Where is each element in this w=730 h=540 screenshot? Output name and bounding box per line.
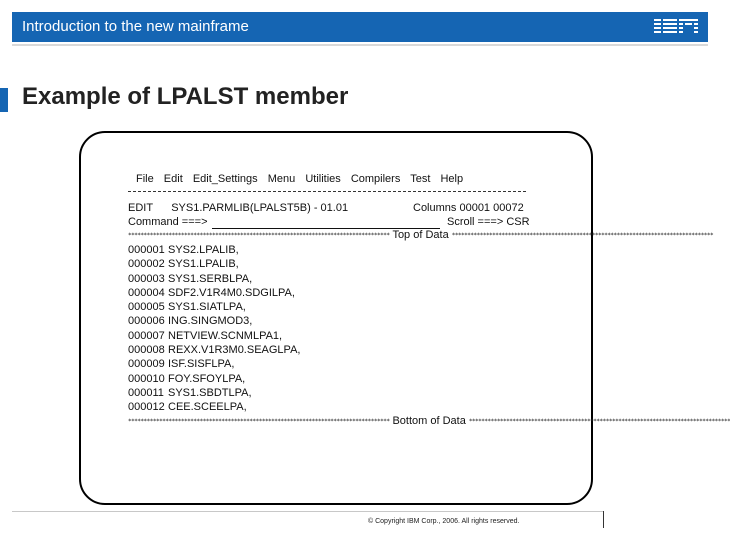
footer-tick	[603, 511, 604, 528]
line-number: 000002	[128, 258, 165, 271]
presentation-title: Introduction to the new mainframe	[22, 18, 249, 35]
header-shadow	[12, 44, 708, 46]
line-number: 000008	[128, 344, 165, 357]
line-text: FOY.SFOYLPA,	[168, 372, 246, 385]
list-item[interactable]	[128, 314, 300, 328]
line-number: 000010	[128, 372, 165, 385]
list-item[interactable]	[128, 400, 300, 414]
line-text: SYS1.SERBLPA,	[168, 272, 253, 285]
menu-item-compilers[interactable]: Compilers	[350, 173, 401, 185]
line-text: ING.SINGMOD3,	[168, 315, 253, 328]
list-item[interactable]	[128, 386, 300, 400]
editor-menu-bar	[136, 173, 463, 185]
bottom-of-data-marker	[128, 415, 730, 427]
line-number: 000003	[128, 272, 165, 285]
slide-title: Example of LPALST member	[22, 83, 349, 110]
line-text: SYS2.LPALIB,	[168, 244, 239, 256]
line-text: SYS1.LPALIB,	[168, 258, 239, 271]
menu-item-file[interactable]: File	[136, 173, 154, 185]
line-number: 000011	[128, 386, 164, 399]
line-text: SDF2.V1R4M0.SDGILPA,	[168, 286, 295, 299]
scroll-field[interactable]: Scroll ===> CSR	[447, 216, 530, 228]
list-item[interactable]	[128, 329, 300, 343]
menu-item-test[interactable]: Test	[410, 173, 431, 185]
footer-divider	[12, 511, 604, 512]
list-item[interactable]	[128, 272, 300, 286]
line-text: SYS1.SBDTLPA,	[168, 386, 252, 399]
line-number: 000001	[128, 244, 165, 256]
stars-left: ************************************************************************************	[128, 417, 390, 425]
top-of-data-label: Top of Data	[392, 229, 449, 241]
line-text: ISF.SISFLPA,	[168, 358, 235, 371]
list-item[interactable]	[128, 300, 300, 314]
bottom-of-data-label: Bottom of Data	[392, 415, 466, 427]
line-number: 000007	[128, 329, 165, 342]
list-item[interactable]	[128, 372, 300, 386]
columns-indicator: Columns 00001 00072	[413, 202, 524, 214]
header-bar	[12, 12, 708, 42]
list-item[interactable]	[128, 286, 300, 300]
stars-right: ************************************************************************************	[451, 231, 714, 239]
edit-dataset-line: EDIT SYS1.PARMLIB(LPALST5B) - 01.01	[128, 202, 349, 214]
line-number: 000005	[128, 301, 165, 314]
list-item[interactable]	[128, 343, 300, 357]
top-of-data-marker	[128, 229, 714, 241]
stars-left: ************************************************************************************	[128, 231, 390, 239]
line-text: CEE.SCEELPA,	[168, 401, 247, 414]
command-label: Command ===>	[128, 216, 208, 228]
stars-right: ************************************************************************************	[468, 417, 730, 425]
line-number: 000009	[128, 358, 165, 371]
member-lines	[128, 243, 300, 415]
list-item[interactable]	[128, 357, 300, 371]
list-item[interactable]	[128, 257, 300, 271]
menu-item-utilities[interactable]: Utilities	[305, 173, 341, 185]
menu-item-edit[interactable]: Edit	[163, 173, 183, 185]
line-number: 000004	[128, 286, 165, 299]
copyright-text: © Copyright IBM Corp., 2006. All rights reserved.	[368, 518, 520, 525]
line-text: NETVIEW.SCNMLPA1,	[168, 329, 283, 342]
line-text: REXX.V1R3M0.SEAGLPA,	[168, 344, 301, 357]
line-number: 000006	[128, 315, 165, 328]
line-text: SYS1.SIATLPA,	[168, 301, 246, 314]
menu-item-help[interactable]: Help	[440, 173, 464, 185]
menu-item-menu[interactable]: Menu	[267, 173, 296, 185]
title-accent-bar	[0, 88, 8, 112]
list-item[interactable]	[128, 243, 300, 257]
menu-divider	[128, 191, 526, 192]
line-number: 000012	[128, 401, 165, 414]
ibm-logo-icon	[654, 17, 698, 37]
menu-item-edit-settings[interactable]: Edit_Settings	[192, 173, 258, 185]
